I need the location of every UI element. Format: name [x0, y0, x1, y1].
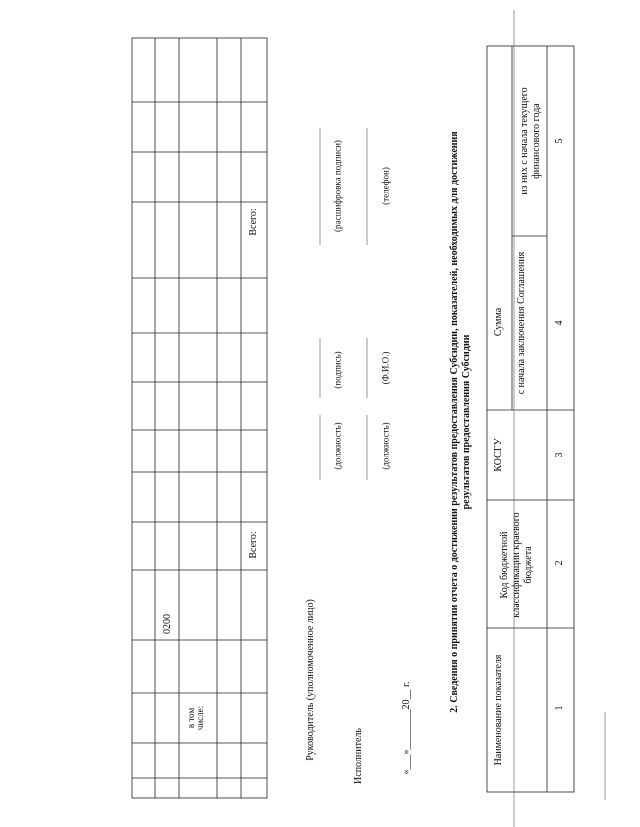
code-value: 0200: [162, 614, 173, 634]
section2-heading-line1: 2. Сведения о принятии отчета о достижении результатов предоставления Субсидии, показателей, необходимых для достижения: [449, 131, 460, 713]
col-number-1: 1: [554, 705, 565, 711]
col-number-2: 2: [554, 560, 565, 566]
col-header-from-agreement: с начала заключения Соглашения: [516, 251, 527, 395]
date-line: «___»________20__ г.: [401, 681, 412, 775]
exec-phone-caption: (телефон): [380, 167, 391, 205]
total-label-2: Всего:: [248, 208, 259, 236]
total-label-1: Всего:: [248, 531, 259, 559]
col-number-4: 4: [554, 320, 565, 326]
col-header-code: Код бюджетной классификации краевого бюджета: [499, 512, 534, 618]
row-label-including: в том числе:: [186, 705, 205, 731]
head-label: Руководитель (уполномоченное лицо): [305, 599, 316, 761]
col-header-kosgu: КОСГУ: [493, 438, 504, 472]
executor-label: Исполнитель: [353, 728, 364, 784]
col-header-name: Наименование показателя: [493, 654, 504, 766]
head-signature-caption: (подпись): [332, 351, 343, 389]
col-number-5: 5: [554, 138, 565, 144]
exec-position-caption: (должность): [380, 422, 391, 470]
col-header-current-year: из них с начала текущего финансового года: [519, 87, 542, 195]
col-header-sum: Сумма: [493, 307, 504, 337]
signature-lines: [320, 128, 367, 480]
exec-name-caption: (Ф.И.О.): [380, 351, 391, 385]
head-decode-caption: (расшифровка подписи): [332, 140, 343, 232]
section2-heading-line2: результатов предоставления Субсидии: [461, 334, 472, 510]
col-number-3: 3: [554, 452, 565, 458]
top-table-row-lines: [132, 102, 267, 778]
head-position-caption: (должность): [332, 422, 343, 470]
